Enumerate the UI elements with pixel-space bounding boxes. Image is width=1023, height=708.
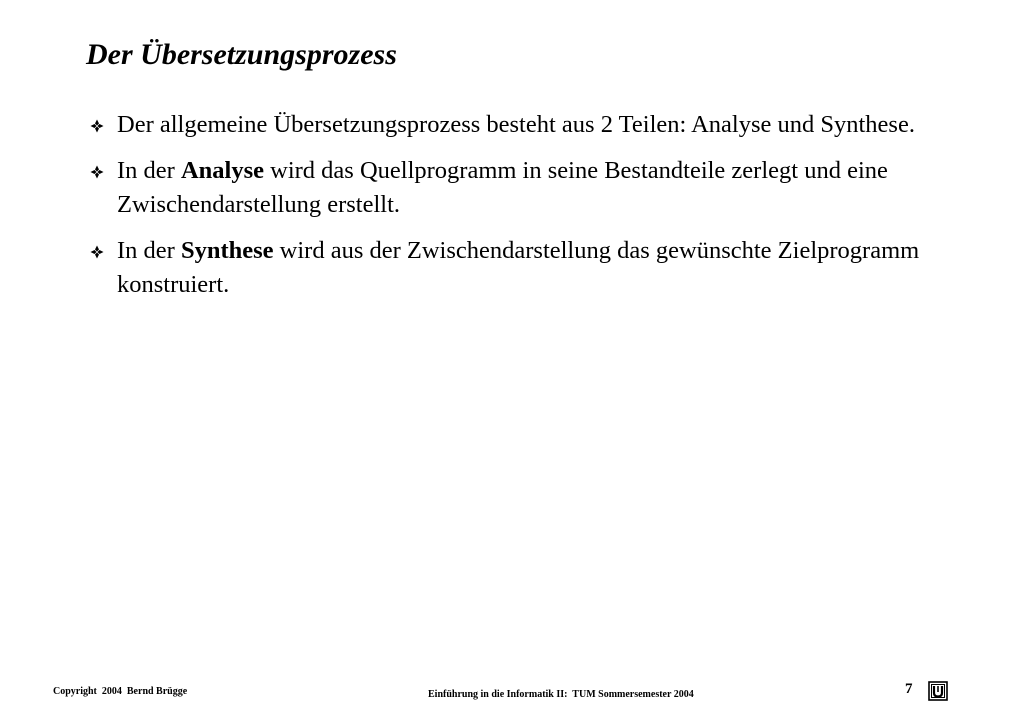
bullet-text-pre: In der [117,237,181,264]
footer-course-title: Einführung in die Informatik II: TUM Sommersemester 2004 [428,689,694,700]
diamond-bullet-icon [90,165,104,179]
footer-copyright: Copyright 2004 Bernd Brügge [53,686,188,697]
bullet-text-post: wird aus der Zwischendarstellung das gewünschte Zielprogramm konstruiert. [117,237,920,298]
tum-logo-icon [928,681,948,701]
bullet-text-bold: Synthese [180,237,274,264]
bullet-text-pre: In der [117,157,181,184]
bullet-text-bold: Analyse [180,157,264,184]
page-number: 7 [905,681,913,697]
bullet-item [90,154,990,222]
bullet-list [90,108,990,314]
diamond-bullet-icon [90,119,104,133]
diamond-bullet-icon [90,245,104,259]
bullet-text: Der allgemeine Übersetzungsprozess besteht aus 2 Teilen: Analyse und Synthese. [117,111,915,138]
bullet-item [90,234,990,302]
slide-title: Der Übersetzungsprozess [86,38,397,71]
bullet-text-post: wird das Quellprogramm in seine Bestandteile zerlegt und eine Zwischendarstellung erstellt. [117,157,888,218]
bullet-item [90,108,990,142]
